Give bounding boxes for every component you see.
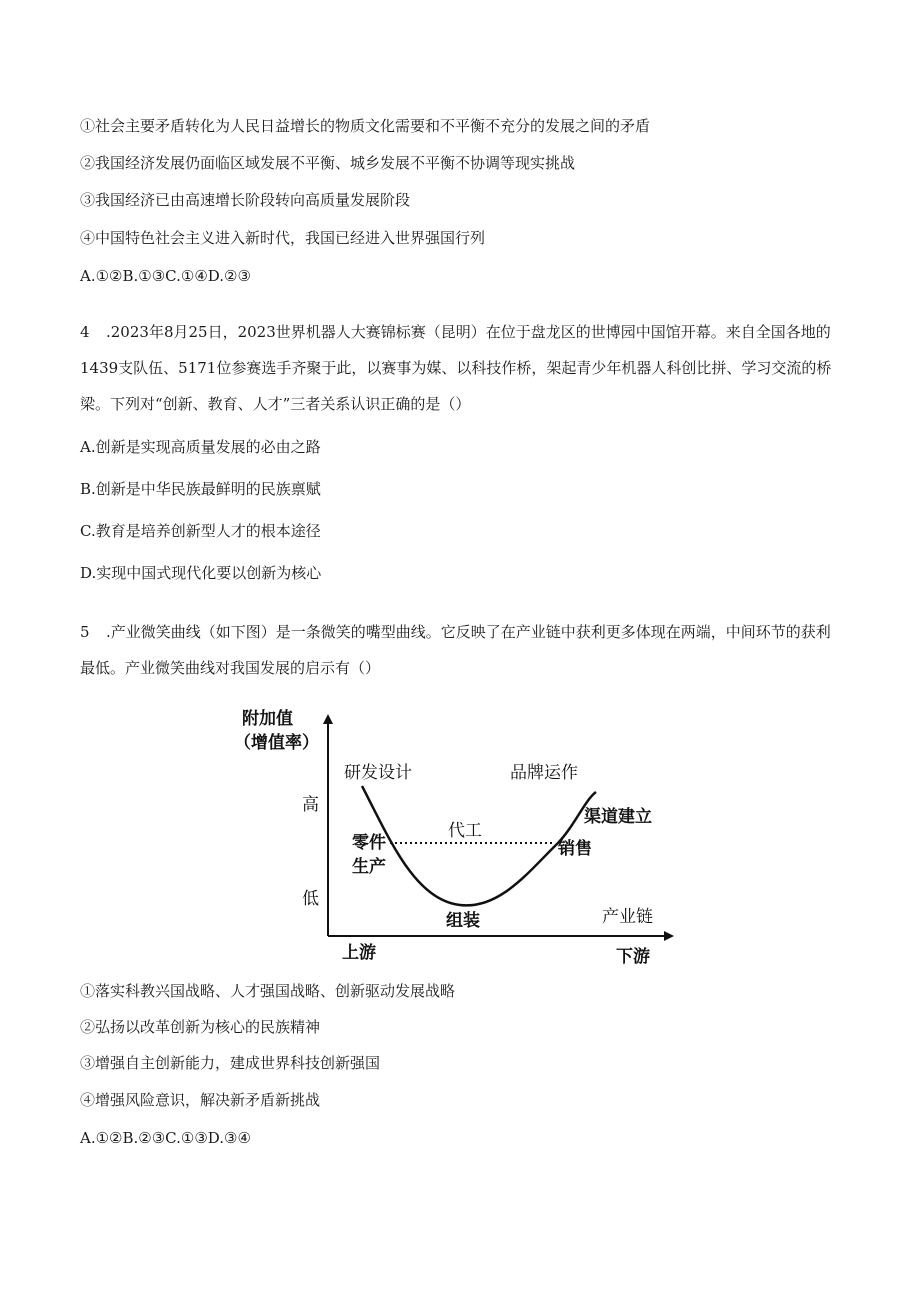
rnd-label: 研发设计 [344,763,412,783]
q4-choice-c: C.教育是培养创新型人才的根本途径 [80,522,321,540]
q5-option-2: ②弘扬以改革创新为核心的民族精神 [80,1018,321,1036]
q3-option-2: ②我国经济发展仍面临区域发展不平衡、城乡发展不平衡不协调等现实挑战 [80,154,576,172]
q4-stem [80,314,840,422]
q3-answers: A.①②B.①③C.①④D.②③ [80,267,251,285]
q5-number: 5 [80,623,90,641]
q3-option-4: ④中国特色社会主义进入新时代，我国已经进入世界强国行列 [80,229,486,247]
q4-choice-b: B.创新是中华民族最鲜明的民族禀赋 [80,480,321,498]
smile-curve-figure [240,700,680,970]
q5-stem-text: .产业微笑曲线（如下图）是一条微笑的嘴型曲线。它反映了在产业链中获利更多体现在两端，中间环节的获利最低。产业微笑曲线对我国发展的启示有（） [80,623,831,677]
q5-option-3: ③增强自主创新能力，建成世界科技创新强国 [80,1054,381,1072]
sales-label: 销售 [558,839,592,859]
y-high-label: 高 [302,795,319,815]
y-low-label: 低 [302,889,319,909]
q5-option-1: ①落实科教兴国战略、人才强国战略、创新驱动发展战略 [80,982,456,1000]
y-axis-label-2: （增值率） [240,733,319,753]
smile-curve-svg [240,700,680,970]
q5-stem [80,614,840,686]
channel-label: 渠道建立 [584,807,652,827]
x-axis-label: 产业链 [602,907,653,927]
parts-label-1: 零件 [352,833,386,853]
y-axis-label-1: 附加值 [242,709,293,729]
q4-choice-d: D.实现中国式现代化要以创新为核心 [80,564,322,582]
assembly-label: 组装 [446,911,480,931]
q5-option-4: ④增强风险意识，解决新矛盾新挑战 [80,1091,321,1109]
q5-answers: A.①②B.②③C.①③D.③④ [80,1129,251,1147]
oem-label: 代工 [448,821,482,841]
parts-label-2: 生产 [352,857,386,877]
q3-option-1: ①社会主要矛盾转化为人民日益增长的物质文化需要和不平衡不充分的发展之间的矛盾 [80,117,651,135]
q4-choice-a: A.创新是实现高质量发展的必由之路 [80,438,321,456]
downstream-label: 下游 [616,947,650,967]
q3-option-3: ③我国经济已由高速增长阶段转向高质量发展阶段 [80,191,411,209]
q4-number: 4 [80,323,90,341]
upstream-label: 上游 [342,943,376,963]
q4-stem-text: .2023年8月25日，2023世界机器人大赛锦标赛（昆明）在位于盘龙区的世博园中国馆开幕。来自全国各地的1439支队伍、5171位参赛选手齐聚于此，以赛事为媒、以科技作桥，架起青少年机器人科创比拼、学习交流的桥梁。下列对“创新、教育、人才”三者关系认识正确的是（） [80,323,832,413]
brand-label: 品牌运作 [510,763,578,783]
